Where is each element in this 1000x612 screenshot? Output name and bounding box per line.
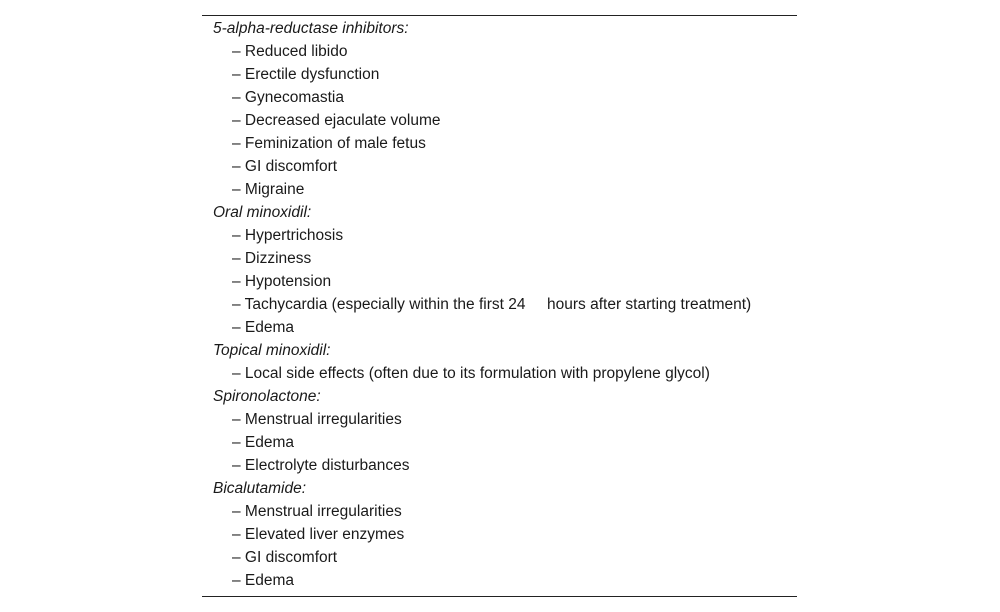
list-item: – Local side effects (often due to its formulation with propylene glycol) <box>232 365 710 382</box>
section-5-alpha-reductase-inhibitors <box>202 17 797 201</box>
side-effects-table <box>202 15 797 597</box>
list-item: – Edema <box>232 434 295 451</box>
list-item: – Feminization of male fetus <box>232 135 426 152</box>
list-item: – Migraine <box>232 181 305 198</box>
list-item: – GI discomfort <box>232 549 338 566</box>
list-item: – Elevated liver enzymes <box>232 526 405 543</box>
section-topical-minoxidil <box>202 339 797 385</box>
section-heading: Oral minoxidil: <box>213 204 312 221</box>
section-heading: Topical minoxidil: <box>213 342 331 359</box>
section-spironolactone <box>202 385 797 477</box>
section-bicalutamide <box>202 477 797 592</box>
list-item: – Hypertrichosis <box>232 227 344 244</box>
list-item: – GI discomfort <box>232 158 338 175</box>
list-item: – Tachycardia (especially within the first 24 hours after starting treatment) <box>232 296 752 313</box>
list-item: – Hypotension <box>232 273 332 290</box>
list-item: – Dizziness <box>232 250 312 267</box>
list-item: – Decreased ejaculate volume <box>232 112 441 129</box>
section-heading: Bicalutamide: <box>213 480 307 497</box>
list-item: – Electrolyte disturbances <box>232 457 410 474</box>
section-heading: 5-alpha-reductase inhibitors: <box>213 20 409 37</box>
list-item: – Menstrual irregularities <box>232 411 402 428</box>
list-item: – Menstrual irregularities <box>232 503 402 520</box>
list-item: – Reduced libido <box>232 43 348 60</box>
list-item: – Edema <box>232 572 295 589</box>
list-item: – Edema <box>232 319 295 336</box>
list-item: – Erectile dysfunction <box>232 66 380 83</box>
section-heading: Spironolactone: <box>213 388 321 405</box>
list-item: – Gynecomastia <box>232 89 344 106</box>
section-oral-minoxidil <box>202 201 797 339</box>
